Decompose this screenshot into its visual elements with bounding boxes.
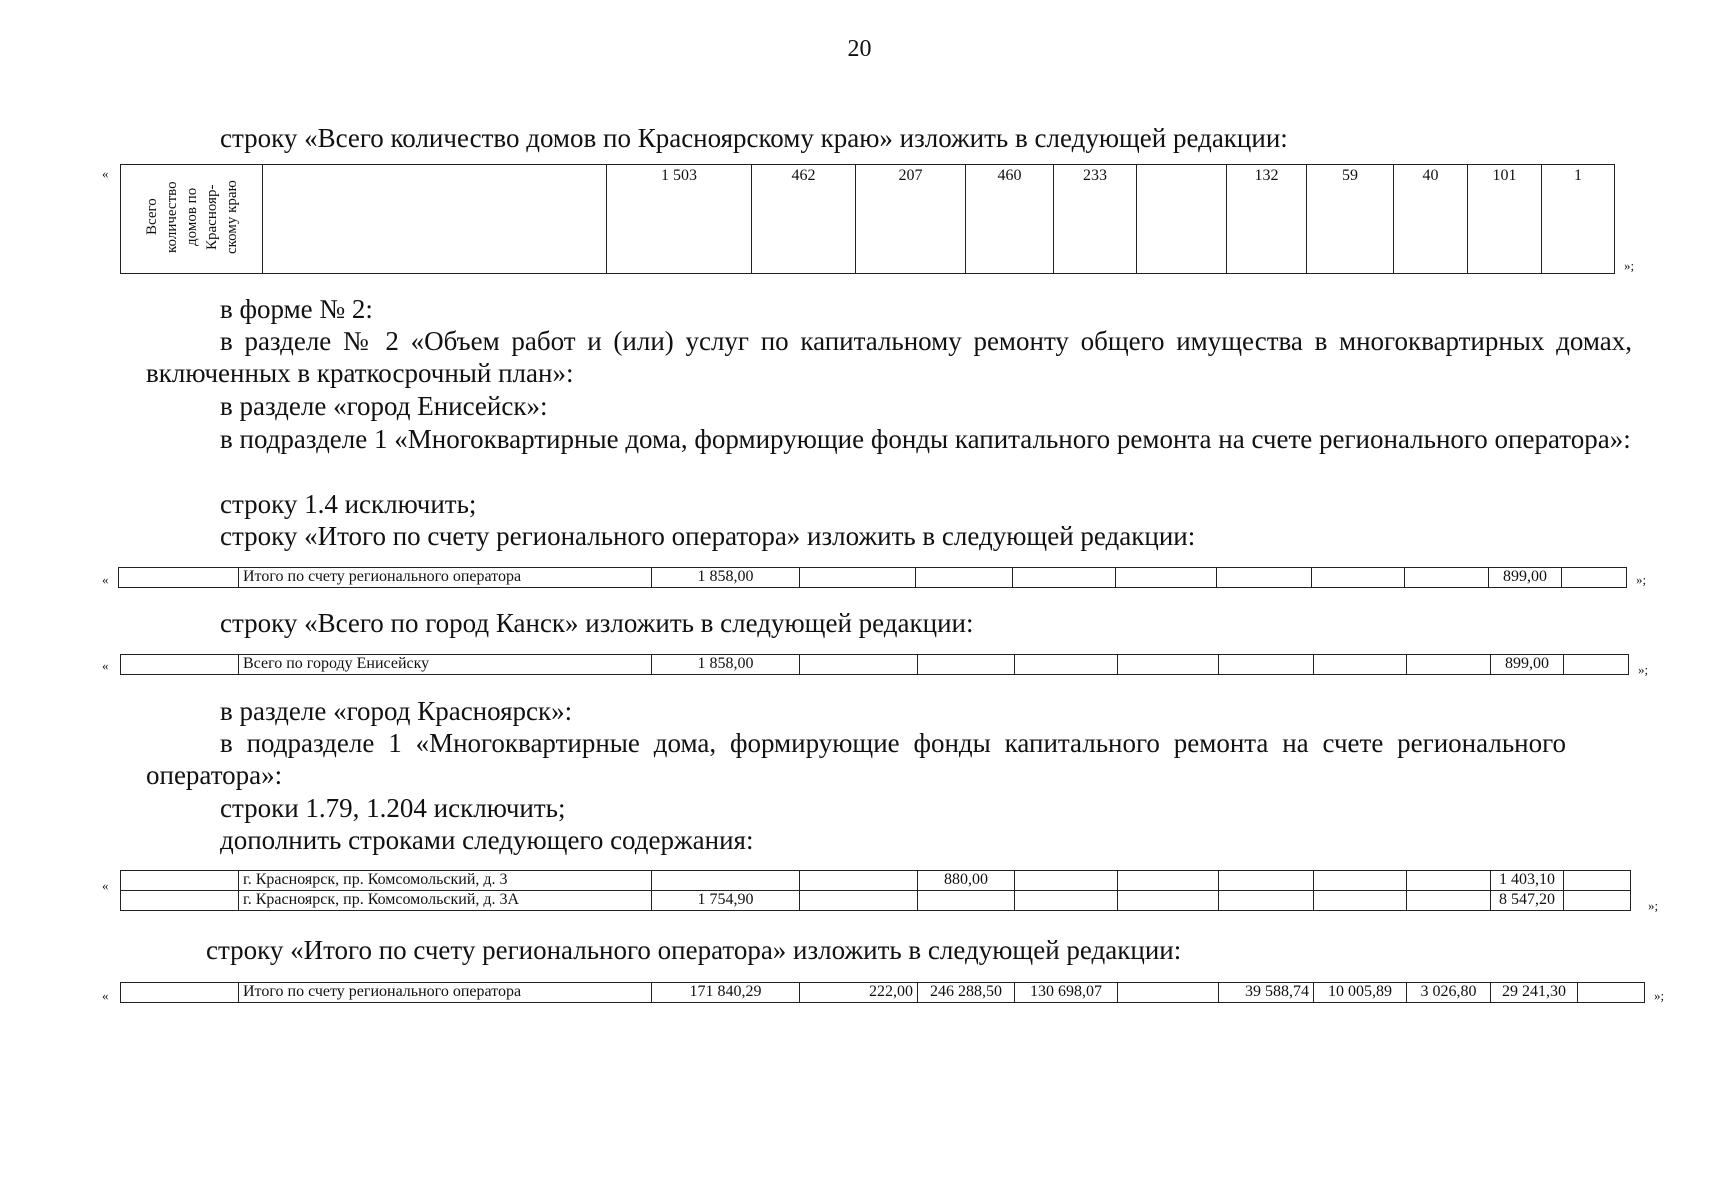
table-cell bbox=[1564, 871, 1631, 891]
table-yeniseisk-itogo bbox=[118, 567, 1627, 588]
paragraph-krasnoyarsk: в разделе «город Красноярск»: bbox=[220, 696, 573, 726]
table-cell: 233 bbox=[1054, 165, 1137, 274]
table-cell: 222,00 bbox=[800, 983, 918, 1003]
paragraph-row-1-4: строку 1.4 исключить; bbox=[220, 489, 477, 519]
table-cell: 1 858,00 bbox=[652, 568, 800, 588]
quote-close: »; bbox=[1654, 988, 1665, 1003]
table-cell: 1 503 bbox=[607, 165, 752, 274]
quote-close: »; bbox=[1624, 258, 1635, 273]
table-cell bbox=[1562, 568, 1627, 588]
table-cell: 1 403,10 bbox=[1491, 871, 1564, 891]
table-cell bbox=[1219, 891, 1314, 911]
table-cell bbox=[1217, 568, 1312, 588]
table-cell bbox=[119, 568, 239, 588]
table-cell bbox=[1564, 891, 1631, 911]
table-cell bbox=[1407, 871, 1491, 891]
table-cell bbox=[800, 871, 918, 891]
table-cell: 171 840,29 bbox=[652, 983, 800, 1003]
table-cell bbox=[1314, 655, 1407, 675]
quote-open: « bbox=[102, 988, 109, 1003]
paragraph-section-2: в разделе № 2 «Объем работ и (или) услуг по капитальному ремонту общего имущества в многоквартирных домах, включенных в краткосрочный план»: bbox=[146, 326, 1632, 388]
table-cell: 1 858,00 bbox=[652, 655, 800, 675]
table-cell: 1 bbox=[1542, 165, 1615, 274]
table-cell bbox=[1137, 165, 1227, 274]
table-row bbox=[121, 871, 1631, 891]
table-cell bbox=[121, 655, 239, 675]
table-cell-label: Всего по городу Енисейску bbox=[239, 655, 652, 675]
table-cell: 899,00 bbox=[1489, 568, 1562, 588]
table-total-houses bbox=[120, 164, 1615, 274]
table-cell: 899,00 bbox=[1491, 655, 1564, 675]
table-cell: 10 005,89 bbox=[1314, 983, 1407, 1003]
table-cell bbox=[1314, 871, 1407, 891]
table-cell bbox=[1013, 568, 1116, 588]
table-cell bbox=[1564, 655, 1629, 675]
paragraph-itogo-yeniseisk: строку «Итого по счету регионального оператора» изложить в следующей редакции: bbox=[220, 521, 1196, 551]
table-cell: 880,00 bbox=[918, 871, 1015, 891]
table-cell bbox=[1219, 655, 1314, 675]
table-cell bbox=[263, 165, 607, 274]
table-cell: 29 241,30 bbox=[1491, 983, 1578, 1003]
table-cell bbox=[1219, 871, 1314, 891]
table-cell-label: г. Красноярск, пр. Комсомольский, д. 3А bbox=[239, 891, 652, 911]
table-cell: 130 698,07 bbox=[1015, 983, 1118, 1003]
table-cell bbox=[1407, 655, 1491, 675]
table-cell bbox=[800, 891, 918, 911]
table-cell bbox=[1015, 891, 1118, 911]
table-krasnoyarsk-itogo bbox=[120, 982, 1645, 1003]
table-cell: 39 588,74 bbox=[1219, 983, 1314, 1003]
table-cell bbox=[800, 655, 918, 675]
table-cell bbox=[1118, 891, 1219, 911]
paragraph-form-2: в форме № 2: bbox=[220, 294, 373, 324]
table-cell: 59 bbox=[1307, 165, 1394, 274]
table-cell bbox=[1116, 568, 1217, 588]
table-cell bbox=[121, 983, 239, 1003]
table-cell bbox=[1118, 871, 1219, 891]
table-cell bbox=[916, 568, 1013, 588]
table-cell bbox=[1578, 983, 1645, 1003]
quote-close: »; bbox=[1648, 898, 1659, 913]
table-cell bbox=[1407, 891, 1491, 911]
table-cell bbox=[1015, 871, 1118, 891]
table-cell: 3 026,80 bbox=[1407, 983, 1491, 1003]
page-number: 20 bbox=[847, 36, 872, 62]
total-label-cell bbox=[121, 165, 263, 274]
table-cell bbox=[121, 891, 239, 911]
table-cell: 132 bbox=[1227, 165, 1307, 274]
table-krasnoyarsk-add-rows bbox=[120, 870, 1631, 911]
table-cell: 8 547,20 bbox=[1491, 891, 1564, 911]
total-label: Всего количество домов по Краснояр-скому краю bbox=[143, 180, 240, 254]
table-row bbox=[121, 891, 1631, 911]
quote-open: « bbox=[102, 878, 109, 893]
table-cell bbox=[800, 568, 916, 588]
table-cell: 207 bbox=[856, 165, 966, 274]
table-cell: 460 bbox=[966, 165, 1054, 274]
table-cell bbox=[1118, 983, 1219, 1003]
quote-open: « bbox=[102, 658, 109, 673]
paragraph-yeniseisk: в разделе «город Енисейск»: bbox=[220, 391, 548, 421]
table-cell-label: Итого по счету регионального оператора bbox=[239, 568, 652, 588]
paragraph-vsego-kansk: строку «Всего по город Канск» изложить в следующей редакции: bbox=[220, 608, 974, 638]
table-cell: 101 bbox=[1468, 165, 1542, 274]
quote-close: »; bbox=[1638, 662, 1649, 677]
table-cell: 1 754,90 bbox=[652, 891, 800, 911]
table-cell bbox=[652, 871, 800, 891]
table-cell: 462 bbox=[752, 165, 856, 274]
table-cell bbox=[121, 871, 239, 891]
table-cell bbox=[1015, 655, 1118, 675]
table-cell bbox=[918, 655, 1015, 675]
paragraph-rows-exclude: строки 1.79, 1.204 исключить; bbox=[220, 793, 566, 823]
paragraph-add-rows: дополнить строками следующего содержания: bbox=[220, 825, 754, 855]
table-cell-label: г. Красноярск, пр. Комсомольский, д. 3 bbox=[239, 871, 652, 891]
quote-open: « bbox=[102, 572, 109, 587]
paragraph-total-intro: строку «Всего количество домов по Красноярскому краю» изложить в следующей редакции: bbox=[220, 123, 1288, 153]
table-yeniseisk-vsego bbox=[120, 654, 1629, 675]
table-cell: 40 bbox=[1394, 165, 1468, 274]
paragraph-subsection-1-krasnoyarsk: в подразделе 1 «Многоквартирные дома, формирующие фонды капитального ремонта на счете регионального оператора»: bbox=[146, 728, 1566, 790]
paragraph-itogo-krasnoyarsk: строку «Итого по счету регионального оператора» изложить в следующей редакции: bbox=[206, 935, 1182, 965]
table-cell bbox=[1312, 568, 1405, 588]
table-cell bbox=[1405, 568, 1489, 588]
quote-close: »; bbox=[1636, 572, 1647, 587]
table-cell bbox=[1118, 655, 1219, 675]
table-cell bbox=[1314, 891, 1407, 911]
table-cell: 246 288,50 bbox=[918, 983, 1015, 1003]
quote-open: « bbox=[102, 166, 109, 181]
table-cell-label: Итого по счету регионального оператора bbox=[239, 983, 652, 1003]
table-cell bbox=[918, 891, 1015, 911]
paragraph-subsection-1-yeniseisk: в подразделе 1 «Многоквартирные дома, формирующие фонды капитального ремонта на счете регионального оператора»: bbox=[220, 424, 1631, 454]
